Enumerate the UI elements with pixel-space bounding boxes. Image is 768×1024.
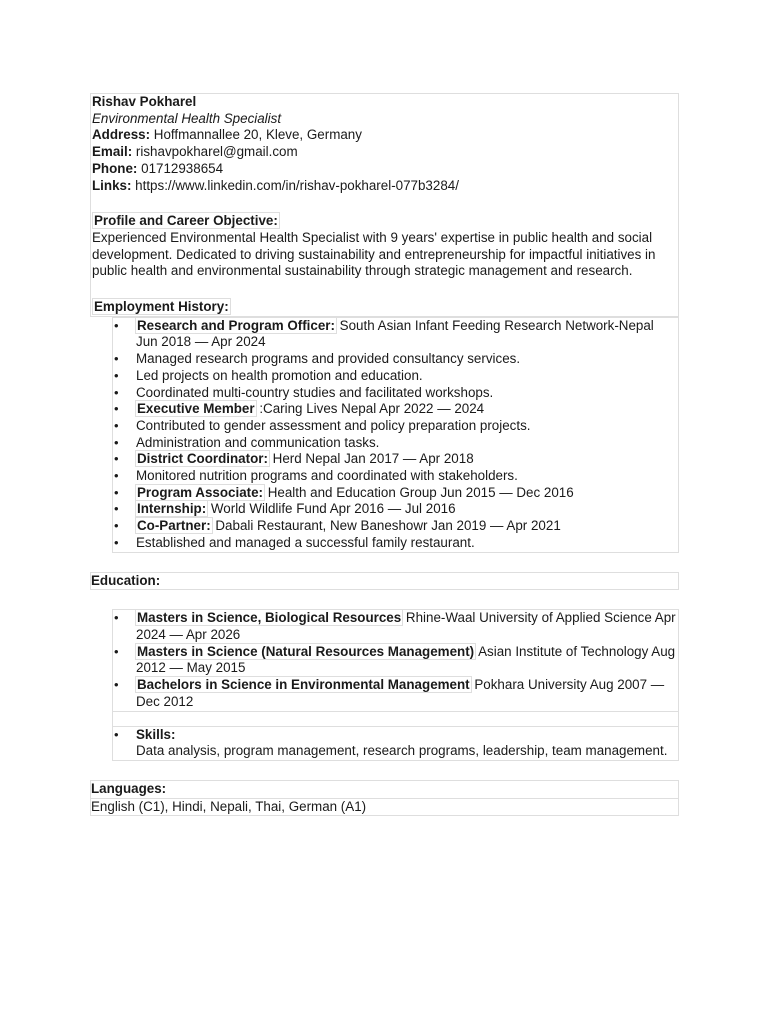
resume-document <box>90 93 679 816</box>
education-item-title: Masters in Science, Biological Resources <box>137 610 402 626</box>
employment-item-title: Executive Member <box>137 401 255 417</box>
employment-item-title: Internship: <box>137 501 207 517</box>
employment-item-text: World Wildlife Fund Apr 2016 — Jul 2016 <box>207 501 456 517</box>
education-item-text: Asian Institute of Technology Aug 2012 — May 2015 <box>136 643 676 676</box>
email-label: Email: <box>92 144 133 160</box>
profile-text: Experienced Environmental Health Specialist with 9 years' expertise in public health and social development. Dedicated to driving sustainability and entrepreneurship for impactful initiatives in public health and environmental sustainability through strategic management and research. <box>92 229 656 279</box>
employment-item-text: Led projects on health promotion and education. <box>136 367 423 383</box>
employment-list <box>113 318 678 552</box>
education-item <box>113 644 678 677</box>
address-line <box>92 127 677 144</box>
employment-item-text: Herd Nepal Jan 2017 — Apr 2018 <box>268 451 474 467</box>
education-item <box>113 677 678 710</box>
employment-item-text: :Caring Lives Nepal Apr 2022 — 2024 <box>255 401 485 417</box>
employment-item <box>113 518 678 535</box>
employment-item <box>113 451 678 468</box>
email-value[interactable]: rishavpokharel@gmail.com <box>135 144 298 160</box>
profile-heading: Profile and Career Objective: <box>94 213 278 229</box>
employment-item-text: Contributed to gender assessment and policy preparation projects. <box>136 417 531 433</box>
links-line <box>92 178 677 195</box>
employment-item-text: Administration and communication tasks. <box>136 434 380 450</box>
employment-item <box>113 368 678 385</box>
employment-item-title: District Coordinator: <box>137 451 268 467</box>
languages-box <box>90 780 679 816</box>
education-list-box <box>112 609 679 711</box>
links-label: Links: <box>92 177 132 193</box>
languages-text: English (C1), Hindi, Nepali, Thai, German (A1) <box>91 798 367 814</box>
employment-item <box>113 485 678 502</box>
empty-row <box>112 712 679 727</box>
employment-item-title: Program Associate: <box>137 484 264 500</box>
employment-item-text: South Asian Infant Feeding Research Network-Nepal Jun 2018 — Apr 2024 <box>136 317 654 350</box>
phone-line <box>92 161 677 178</box>
skills-text: Data analysis, program management, research programs, leadership, team management. <box>136 743 668 759</box>
languages-heading: Languages: <box>91 780 167 796</box>
phone-value: 01712938654 <box>141 160 224 176</box>
education-heading-box <box>90 572 679 591</box>
employment-item-title: Co-Partner: <box>137 518 211 534</box>
candidate-name: Rishav Pokharel <box>92 94 197 109</box>
education-item-text: Pokhara University Aug 2007 — Dec 2012 <box>136 677 665 709</box>
address-value: Hoffmannallee 20, Kleve, Germany <box>153 127 362 143</box>
candidate-title: Environmental Health Specialist <box>92 110 282 126</box>
employment-item-text: Health and Education Group Jun 2015 — Dec 2016 <box>264 484 574 500</box>
employment-item <box>113 468 678 485</box>
employment-heading: Employment History: <box>94 299 229 315</box>
employment-item-text: Coordinated multi-country studies and facilitated workshops. <box>136 384 494 400</box>
skills-item <box>113 727 678 760</box>
employment-item-text: Monitored nutrition programs and coordinated with stakeholders. <box>136 468 518 484</box>
linkedin-link[interactable]: https://www.linkedin.com/in/rishav-pokharel-077b3284/ <box>135 177 459 193</box>
employment-item <box>113 351 678 368</box>
email-line <box>92 144 677 161</box>
skills-heading: Skills: <box>136 726 176 742</box>
education-item-title: Masters in Science (Natural Resources Management) <box>137 643 475 659</box>
education-item <box>113 610 678 643</box>
phone-label: Phone: <box>92 160 138 176</box>
address-label: Address: <box>92 127 151 143</box>
skills-box <box>112 727 679 761</box>
employment-item <box>113 418 678 435</box>
employment-item <box>113 385 678 402</box>
employment-list-box <box>112 317 679 553</box>
employment-item-text: Established and managed a successful family restaurant. <box>136 534 475 550</box>
employment-item <box>113 435 678 452</box>
education-item-text: Rhine-Waal University of Applied Science Apr 2024 — Apr 2026 <box>136 610 676 642</box>
employment-item <box>113 401 678 418</box>
employment-item <box>113 535 678 552</box>
employment-item <box>113 318 678 351</box>
education-list <box>113 610 678 710</box>
education-heading: Education: <box>91 572 161 588</box>
employment-item <box>113 501 678 518</box>
employment-item-text: Dabali Restaurant, New Baneshowr Jan 2019 — Apr 2021 <box>211 518 561 534</box>
education-item-title: Bachelors in Science in Environmental Management <box>137 677 470 693</box>
employment-item-text: Managed research programs and provided consultancy services. <box>136 351 521 367</box>
employment-item-title: Research and Program Officer: <box>137 317 335 333</box>
contact-block <box>90 93 679 317</box>
